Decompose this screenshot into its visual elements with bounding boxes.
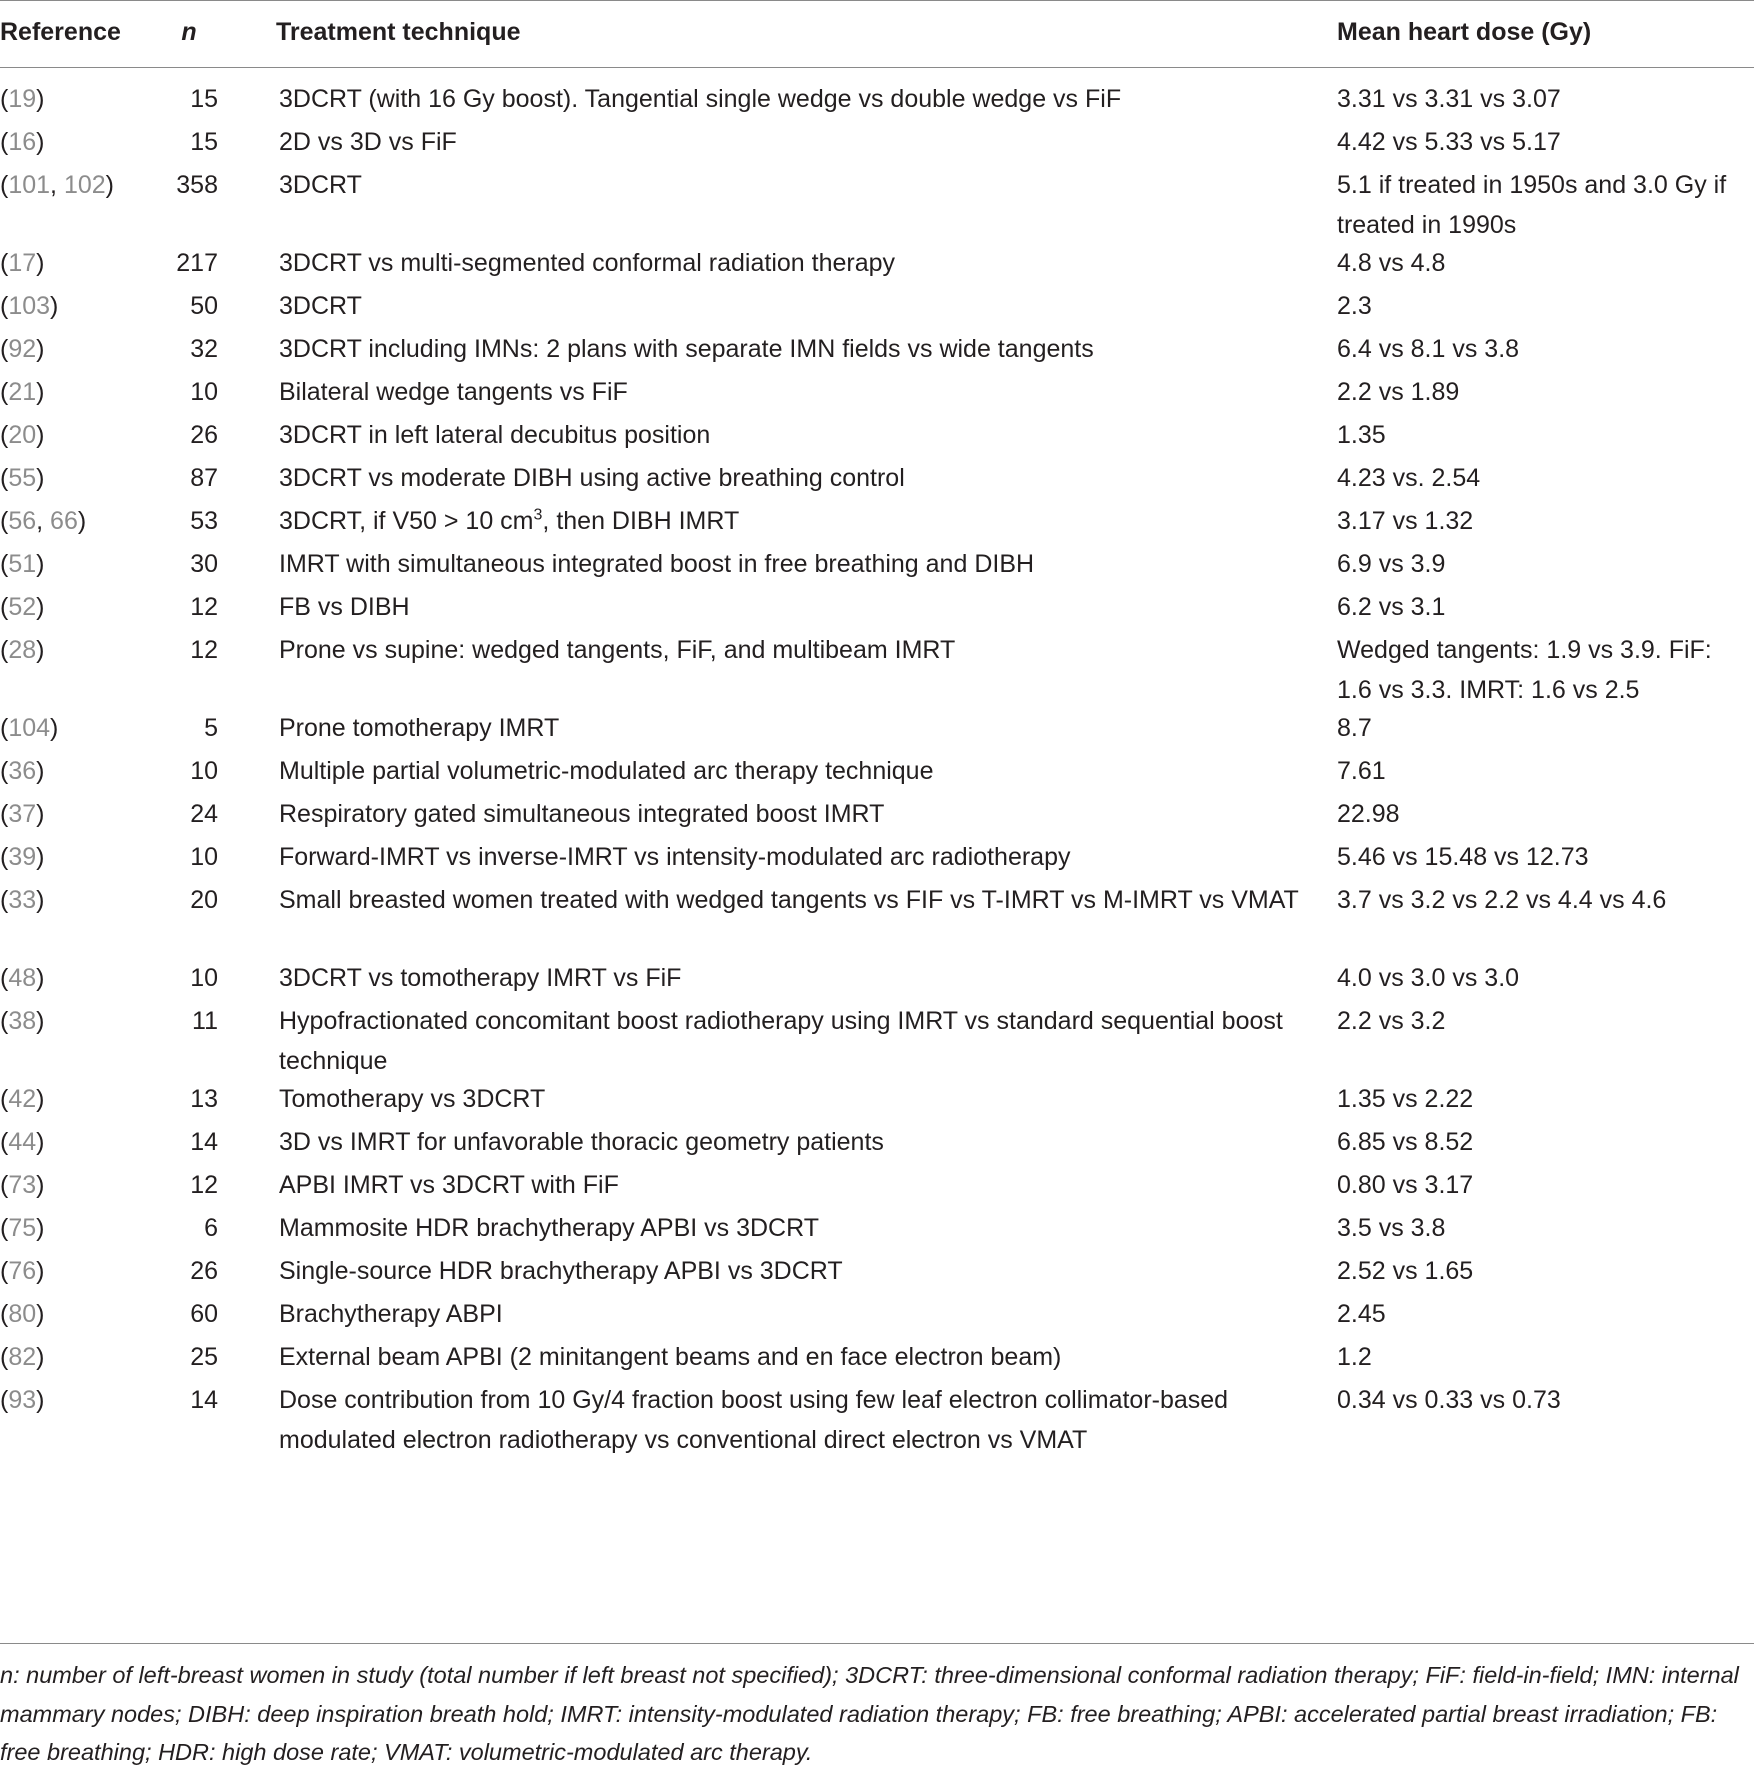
table-bottom-rule xyxy=(0,1643,1754,1644)
reference-close-paren: ) xyxy=(36,1214,45,1242)
reference-close-paren: ) xyxy=(50,292,59,320)
reference-link[interactable]: 101 xyxy=(8,171,51,199)
treatment-technique-cell: 3DCRT (with 16 Gy boost). Tangential single wedge vs double wedge vs FiF xyxy=(279,85,1122,113)
reference-link[interactable]: 66 xyxy=(50,507,78,535)
reference-cell xyxy=(0,166,114,206)
treatment-technique-cell: Tomotherapy vs 3DCRT xyxy=(279,1085,546,1113)
n-cell: 10 xyxy=(190,964,218,992)
n-cell: 358 xyxy=(176,171,218,199)
mean-heart-dose-cell: 5.1 if treated in 1950s and 3.0 Gy if treated in 1990s xyxy=(1337,171,1727,239)
treatment-technique-cell: Mammosite HDR brachytherapy APBI vs 3DCRT xyxy=(279,1214,819,1242)
reference-cell xyxy=(0,80,44,120)
reference-open-paren: ( xyxy=(0,636,9,664)
reference-cell xyxy=(0,838,44,878)
mean-heart-dose-cell: 8.7 xyxy=(1337,714,1372,742)
n-cell: 10 xyxy=(190,757,218,785)
treatment-technique-cell: Brachytherapy ABPI xyxy=(279,1300,503,1328)
reference-close-paren: ) xyxy=(36,1300,45,1328)
mean-heart-dose-cell: 22.98 xyxy=(1337,800,1400,828)
reference-close-paren: ) xyxy=(36,464,45,492)
table-top-rule xyxy=(0,0,1754,1)
reference-close-paren: ) xyxy=(36,1007,45,1035)
reference-cell xyxy=(0,373,44,413)
treatment-technique-cell: Bilateral wedge tangents vs FiF xyxy=(279,378,628,406)
reference-link[interactable]: 56 xyxy=(8,507,37,535)
reference-cell xyxy=(0,959,44,999)
reference-separator: , xyxy=(36,507,51,535)
treatment-technique-cell: APBI IMRT vs 3DCRT with FiF xyxy=(279,1171,619,1199)
reference-open-paren: ( xyxy=(0,1085,9,1113)
reference-open-paren: ( xyxy=(0,886,9,914)
reference-close-paren: ) xyxy=(36,1085,45,1113)
reference-close-paren: ) xyxy=(36,964,45,992)
n-cell: 53 xyxy=(190,507,218,535)
mean-heart-dose-cell: 4.42 vs 5.33 vs 5.17 xyxy=(1337,128,1561,156)
reference-cell xyxy=(0,244,44,284)
treatment-technique-cell xyxy=(279,502,1309,542)
n-cell: 60 xyxy=(190,1300,218,1328)
reference-link[interactable]: 33 xyxy=(8,886,37,914)
reference-link[interactable]: 102 xyxy=(63,171,106,199)
reference-link[interactable]: 42 xyxy=(8,1085,37,1113)
reference-cell xyxy=(0,1002,44,1042)
n-cell: 6 xyxy=(204,1214,218,1242)
n-cell: 50 xyxy=(190,292,218,320)
reference-cell xyxy=(0,330,44,370)
reference-cell xyxy=(0,1209,44,1249)
reference-open-paren: ( xyxy=(0,757,9,785)
mean-heart-dose-cell: 2.52 vs 1.65 xyxy=(1337,1257,1474,1285)
mean-heart-dose-cell: 2.2 vs 3.2 xyxy=(1337,1007,1446,1035)
reference-open-paren: ( xyxy=(0,550,9,578)
reference-link[interactable]: 38 xyxy=(8,1007,37,1035)
reference-close-paren: ) xyxy=(36,550,45,578)
reference-cell xyxy=(0,1295,44,1335)
mean-heart-dose-cell: 1.2 xyxy=(1337,1343,1372,1371)
reference-cell xyxy=(0,795,44,835)
mean-heart-dose-cell: 4.23 vs. 2.54 xyxy=(1337,464,1481,492)
n-cell: 14 xyxy=(190,1128,218,1156)
reference-open-paren: ( xyxy=(0,1386,9,1414)
treatment-technique-cell: Multiple partial volumetric-modulated arc therapy technique xyxy=(279,757,934,785)
mean-heart-dose-cell: 6.9 vs 3.9 xyxy=(1337,550,1446,578)
reference-open-paren: ( xyxy=(0,1257,9,1285)
reference-cell xyxy=(0,752,44,792)
n-cell: 217 xyxy=(176,249,218,277)
mean-heart-dose-cell: 1.35 xyxy=(1337,421,1386,449)
reference-cell xyxy=(0,1123,44,1163)
reference-close-paren: ) xyxy=(36,421,45,449)
n-cell: 13 xyxy=(190,1085,218,1113)
reference-link[interactable]: 82 xyxy=(8,1343,37,1371)
technique-superscript: 3 xyxy=(533,506,543,524)
treatment-technique-cell: FB vs DIBH xyxy=(279,593,410,621)
reference-open-paren: ( xyxy=(0,714,9,742)
reference-link[interactable]: 28 xyxy=(8,636,37,664)
reference-open-paren: ( xyxy=(0,1171,9,1199)
reference-link[interactable]: 21 xyxy=(8,378,37,406)
n-cell: 87 xyxy=(190,464,218,492)
reference-link[interactable]: 103 xyxy=(8,292,51,320)
n-cell: 32 xyxy=(190,335,218,363)
n-cell: 30 xyxy=(190,550,218,578)
n-cell: 11 xyxy=(192,1007,218,1035)
reference-close-paren: ) xyxy=(36,1171,45,1199)
reference-open-paren: ( xyxy=(0,1300,9,1328)
reference-open-paren: ( xyxy=(0,1214,9,1242)
treatment-technique-cell: Single-source HDR brachytherapy APBI vs 3DCRT xyxy=(279,1257,843,1285)
reference-close-paren: ) xyxy=(36,1386,45,1414)
mean-heart-dose-cell: 0.34 vs 0.33 vs 0.73 xyxy=(1337,1386,1561,1414)
reference-open-paren: ( xyxy=(0,292,9,320)
mean-heart-dose-cell: Wedged tangents: 1.9 vs 3.9. FiF: 1.6 vs 3.3. IMRT: 1.6 vs 2.5 xyxy=(1337,636,1712,704)
reference-cell xyxy=(0,459,44,499)
reference-close-paren: ) xyxy=(36,593,45,621)
reference-link[interactable]: 37 xyxy=(8,800,37,828)
treatment-technique-cell: Dose contribution from 10 Gy/4 fraction boost using few leaf electron collimator-based modulated electron radiotherapy vs conventional direct electron vs VMAT xyxy=(279,1386,1229,1454)
n-cell: 10 xyxy=(190,378,218,406)
treatment-technique-cell: Prone vs supine: wedged tangents, FiF, and multibeam IMRT xyxy=(279,636,956,664)
reference-cell xyxy=(0,287,58,327)
n-cell: 24 xyxy=(190,800,218,828)
reference-close-paren: ) xyxy=(50,714,59,742)
mean-heart-dose-cell: 2.45 xyxy=(1337,1300,1386,1328)
reference-close-paren: ) xyxy=(36,249,45,277)
reference-open-paren: ( xyxy=(0,843,9,871)
reference-close-paren: ) xyxy=(36,636,45,664)
reference-open-paren: ( xyxy=(0,171,9,199)
reference-open-paren: ( xyxy=(0,421,9,449)
reference-cell xyxy=(0,1166,44,1206)
reference-link[interactable]: 36 xyxy=(8,757,37,785)
mean-heart-dose-cell: 3.5 vs 3.8 xyxy=(1337,1214,1446,1242)
mean-heart-dose-cell: 3.31 vs 3.31 vs 3.07 xyxy=(1337,85,1561,113)
reference-open-paren: ( xyxy=(0,249,9,277)
mean-heart-dose-cell: 2.2 vs 1.89 xyxy=(1337,378,1460,406)
reference-close-paren: ) xyxy=(36,800,45,828)
reference-cell xyxy=(0,123,44,163)
reference-link[interactable]: 93 xyxy=(8,1386,37,1414)
reference-open-paren: ( xyxy=(0,1343,9,1371)
reference-close-paren: ) xyxy=(36,1257,45,1285)
technique-text: , then DIBH IMRT xyxy=(542,507,740,535)
treatment-technique-cell: 3DCRT in left lateral decubitus position xyxy=(279,421,711,449)
treatment-technique-cell: Prone tomotherapy IMRT xyxy=(279,714,560,742)
reference-link[interactable]: 51 xyxy=(8,550,37,578)
reference-link[interactable]: 73 xyxy=(8,1171,37,1199)
reference-link[interactable]: 16 xyxy=(8,128,37,156)
treatment-technique-cell: Respiratory gated simultaneous integrated boost IMRT xyxy=(279,800,885,828)
reference-link[interactable]: 76 xyxy=(8,1257,37,1285)
technique-text: 3DCRT, if V50 > 10 cm xyxy=(279,507,534,535)
reference-cell xyxy=(0,1080,44,1120)
mean-heart-dose-cell: 3.7 vs 3.2 vs 2.2 vs 4.4 vs 4.6 xyxy=(1337,886,1667,914)
n-cell: 15 xyxy=(190,128,218,156)
reference-cell xyxy=(0,588,44,628)
reference-close-paren: ) xyxy=(36,128,45,156)
treatment-technique-cell: 2D vs 3D vs FiF xyxy=(279,128,457,156)
reference-open-paren: ( xyxy=(0,1128,9,1156)
reference-link[interactable]: 55 xyxy=(8,464,37,492)
n-cell: 12 xyxy=(190,593,218,621)
reference-close-paren: ) xyxy=(36,1128,45,1156)
treatment-technique-cell: External beam APBI (2 minitangent beams and en face electron beam) xyxy=(279,1343,1062,1371)
treatment-technique-cell: 3DCRT vs multi-segmented conformal radiation therapy xyxy=(279,249,896,277)
mean-heart-dose-cell: 1.35 vs 2.22 xyxy=(1337,1085,1474,1113)
n-cell: 5 xyxy=(204,714,218,742)
reference-cell xyxy=(0,1338,44,1378)
mean-heart-dose-cell: 7.61 xyxy=(1337,757,1386,785)
reference-open-paren: ( xyxy=(0,378,9,406)
n-cell: 20 xyxy=(190,886,218,914)
treatment-technique-cell: 3DCRT including IMNs: 2 plans with separate IMN fields vs wide tangents xyxy=(279,335,1094,363)
reference-cell xyxy=(0,709,58,749)
reference-open-paren: ( xyxy=(0,507,9,535)
reference-open-paren: ( xyxy=(0,800,9,828)
reference-cell xyxy=(0,502,86,542)
mean-heart-dose-cell: 2.3 xyxy=(1337,292,1372,320)
reference-link[interactable]: 80 xyxy=(8,1300,37,1328)
n-cell: 10 xyxy=(190,843,218,871)
reference-link[interactable]: 44 xyxy=(8,1128,37,1156)
reference-cell xyxy=(0,1381,44,1421)
reference-close-paren: ) xyxy=(36,843,45,871)
treatment-technique-cell: Small breasted women treated with wedged tangents vs FIF vs T-IMRT vs M-IMRT vs VMAT xyxy=(279,886,1299,914)
mean-heart-dose-cell: 4.0 vs 3.0 vs 3.0 xyxy=(1337,964,1520,992)
header-reference: Reference xyxy=(0,18,121,46)
reference-link[interactable]: 20 xyxy=(8,421,37,449)
reference-close-paren: ) xyxy=(36,85,45,113)
reference-open-paren: ( xyxy=(0,464,9,492)
n-cell: 12 xyxy=(190,1171,218,1199)
header-treatment-technique: Treatment technique xyxy=(276,18,521,46)
reference-open-paren: ( xyxy=(0,85,9,113)
reference-link[interactable]: 48 xyxy=(8,964,37,992)
reference-link[interactable]: 75 xyxy=(8,1214,37,1242)
reference-cell xyxy=(0,1252,44,1292)
mean-heart-dose-cell: 4.8 vs 4.8 xyxy=(1337,249,1446,277)
mean-heart-dose-cell: 6.85 vs 8.52 xyxy=(1337,1128,1474,1156)
mean-heart-dose-cell: 0.80 vs 3.17 xyxy=(1337,1171,1474,1199)
treatment-technique-cell: 3DCRT vs moderate DIBH using active breathing control xyxy=(279,464,905,492)
n-cell: 26 xyxy=(190,1257,218,1285)
reference-close-paren: ) xyxy=(36,378,45,406)
reference-close-paren: ) xyxy=(36,886,45,914)
mean-heart-dose-cell: 6.4 vs 8.1 vs 3.8 xyxy=(1337,335,1520,363)
reference-close-paren: ) xyxy=(77,507,87,535)
n-cell: 26 xyxy=(190,421,218,449)
treatment-technique-cell: 3D vs IMRT for unfavorable thoracic geometry patients xyxy=(279,1128,884,1156)
mean-heart-dose-cell: 5.46 vs 15.48 vs 12.73 xyxy=(1337,843,1589,871)
reference-open-paren: ( xyxy=(0,1007,9,1035)
reference-close-paren: ) xyxy=(105,171,114,199)
header-n: n xyxy=(181,18,197,46)
reference-link[interactable]: 39 xyxy=(8,843,37,871)
treatment-technique-cell: IMRT with simultaneous integrated boost in free breathing and DIBH xyxy=(279,550,1035,578)
reference-open-paren: ( xyxy=(0,593,9,621)
reference-cell xyxy=(0,881,44,921)
reference-link[interactable]: 19 xyxy=(8,85,37,113)
mean-heart-dose-cell: 3.17 vs 1.32 xyxy=(1337,507,1474,535)
reference-separator: , xyxy=(50,171,64,199)
treatment-technique-cell: Hypofractionated concomitant boost radiotherapy using IMRT vs standard sequential boost technique xyxy=(279,1007,1283,1075)
reference-open-paren: ( xyxy=(0,128,9,156)
reference-link[interactable]: 17 xyxy=(8,249,37,277)
reference-cell xyxy=(0,545,44,585)
reference-close-paren: ) xyxy=(36,1343,45,1371)
n-cell: 14 xyxy=(190,1386,218,1414)
reference-cell xyxy=(0,416,44,456)
header-mean-heart-dose: Mean heart dose (Gy) xyxy=(1337,18,1592,46)
mean-heart-dose-cell: 6.2 vs 3.1 xyxy=(1337,593,1446,621)
treatment-technique-cell: Forward-IMRT vs inverse-IMRT vs intensity-modulated arc radiotherapy xyxy=(279,843,1071,871)
n-cell: 25 xyxy=(190,1343,218,1371)
reference-close-paren: ) xyxy=(36,757,45,785)
reference-open-paren: ( xyxy=(0,335,9,363)
n-cell: 15 xyxy=(190,85,218,113)
reference-close-paren: ) xyxy=(36,335,45,363)
treatment-technique-cell: 3DCRT xyxy=(279,292,362,320)
reference-link[interactable]: 92 xyxy=(8,335,37,363)
reference-cell xyxy=(0,631,44,671)
table-footnote: n: number of left-breast women in study (total number if left breast not specified); 3DCRT: three-dimensional conformal radiation therapy; FiF: field-in-field; IMN: internal mammary nodes; DIBH: deep inspiration breath hold; IMRT: intensity-modulated radiation therapy; FB: free breathing; APBI: accelerated partial breast irradiation; FB: free breathing; HDR: high dose rate; VMAT: volumetric-modulated arc therapy. xyxy=(0,1662,1739,1765)
reference-link[interactable]: 104 xyxy=(8,714,51,742)
reference-link[interactable]: 52 xyxy=(8,593,37,621)
n-cell: 12 xyxy=(190,636,218,664)
table-header-rule xyxy=(0,67,1754,68)
treatment-technique-cell: 3DCRT vs tomotherapy IMRT vs FiF xyxy=(279,964,682,992)
treatment-technique-cell: 3DCRT xyxy=(279,171,362,199)
reference-open-paren: ( xyxy=(0,964,9,992)
